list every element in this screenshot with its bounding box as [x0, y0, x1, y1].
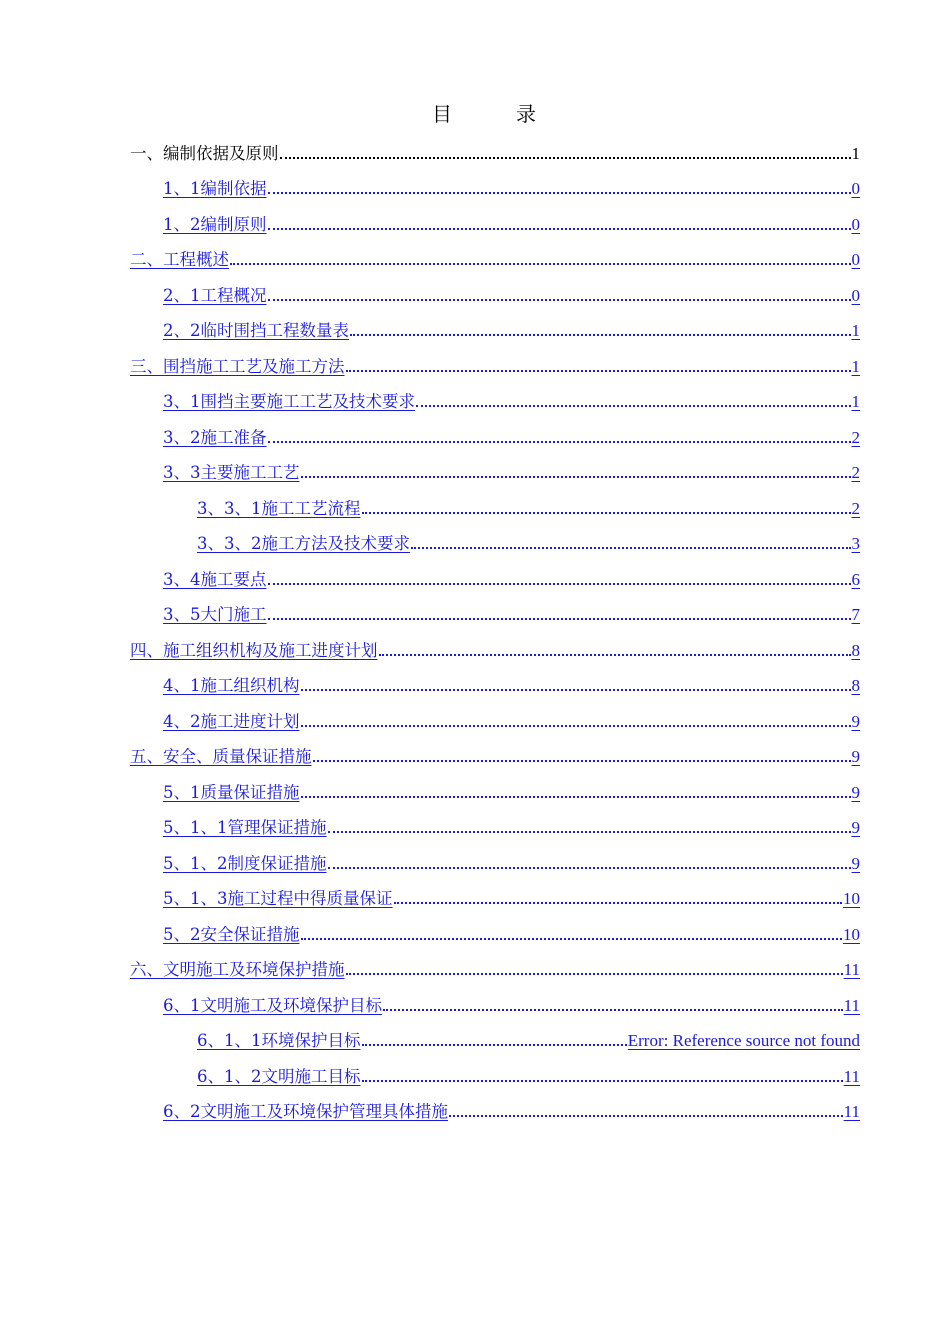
- toc-dot-leader: [350, 334, 851, 336]
- toc-dot-leader: [328, 867, 851, 869]
- toc-entry[interactable]: [130, 489, 860, 525]
- toc-entry[interactable]: [130, 915, 860, 951]
- toc-entry-label: 五、安全、质量保证措施: [130, 747, 312, 766]
- toc-dot-leader: [268, 228, 851, 230]
- toc-entry-label: 一、编制依据及原则: [130, 143, 279, 163]
- toc-entry-label: 1、2编制原则: [163, 214, 267, 234]
- toc-dot-leader: [346, 973, 843, 975]
- toc-entry-page-number: 1: [851, 356, 860, 376]
- toc-entry-page-number: 11: [843, 1066, 860, 1086]
- toc-entry-label: 6、1文明施工及环境保护目标: [163, 995, 382, 1015]
- toc-dot-leader: [301, 476, 851, 478]
- toc-entry-page-number: 0: [851, 250, 860, 269]
- toc-dot-leader: [268, 618, 851, 620]
- toc-entry-page-number: 11: [843, 1102, 860, 1121]
- toc-entry[interactable]: [130, 241, 860, 277]
- toc-entry-label: 5、1质量保证措施: [163, 782, 300, 802]
- toc-entry[interactable]: [130, 383, 860, 419]
- toc-entry-label: 1、1编制依据: [163, 179, 267, 198]
- toc-entry-page-number: 9: [851, 782, 860, 802]
- toc-dot-leader: [268, 583, 851, 585]
- toc-entry-page-number: 10: [843, 889, 860, 908]
- toc-entry-page-number: 2: [851, 498, 860, 518]
- toc-entry[interactable]: [130, 951, 860, 987]
- toc-entry-page-number: 7: [851, 605, 860, 624]
- toc-entry[interactable]: [130, 347, 860, 383]
- toc-entry-label: 6、1、1环境保护目标: [197, 1031, 361, 1050]
- toc-entry[interactable]: [130, 809, 860, 845]
- toc-entry-label: 6、1、2文明施工目标: [197, 1066, 361, 1086]
- toc-entry[interactable]: [130, 631, 860, 667]
- toc-dot-leader: [383, 1009, 843, 1011]
- toc-dot-leader: [313, 760, 851, 762]
- toc-entry-page-number: 0: [851, 179, 860, 198]
- toc-dot-leader: [362, 512, 851, 514]
- toc-entry-page-number: 9: [851, 711, 860, 731]
- toc-entry[interactable]: [130, 560, 860, 596]
- toc-entry[interactable]: [130, 667, 860, 703]
- toc-entry[interactable]: [130, 205, 860, 241]
- toc-entry-label: 3、2施工准备: [163, 427, 267, 447]
- toc-entry-page-number: 11: [843, 995, 860, 1015]
- toc-entry[interactable]: [130, 1093, 860, 1129]
- toc-entry-page-number: 3: [851, 534, 860, 553]
- toc-entry-page-number: 2: [851, 427, 860, 447]
- toc-entry-page-number: 6: [851, 569, 860, 589]
- toc-entry[interactable]: [130, 844, 860, 880]
- toc-entry-page-number: 1: [851, 321, 860, 340]
- toc-dot-leader: [449, 1115, 843, 1117]
- toc-dot-leader: [301, 725, 851, 727]
- toc-entry-label: 三、围挡施工工艺及施工方法: [130, 356, 345, 376]
- toc-dot-leader: [379, 654, 851, 656]
- toc-entry[interactable]: [130, 312, 860, 348]
- toc-entry-label: 2、2临时围挡工程数量表: [163, 321, 349, 340]
- toc-entry-label: 5、1、1管理保证措施: [163, 818, 327, 837]
- toc-entry-label: 二、工程概述: [130, 250, 229, 269]
- toc-dot-leader: [328, 831, 851, 833]
- toc-dot-leader: [268, 441, 851, 443]
- toc-entry[interactable]: [130, 454, 860, 490]
- toc-dot-leader: [394, 902, 843, 904]
- toc-dot-leader: [268, 192, 851, 194]
- toc-entry-label: 3、3、1施工工艺流程: [197, 498, 361, 518]
- toc-entry-label: 2、1工程概况: [163, 285, 267, 305]
- toc-entry[interactable]: [130, 738, 860, 774]
- toc-entry-label: 3、4施工要点: [163, 569, 267, 589]
- toc-entry[interactable]: [130, 986, 860, 1022]
- toc-entry-page-number: 8: [851, 676, 860, 695]
- toc-entry[interactable]: [130, 880, 860, 916]
- toc-entry[interactable]: [130, 596, 860, 632]
- toc-entry-label: 5、1、3施工过程中得质量保证: [163, 889, 393, 908]
- toc-title: 目 录: [432, 102, 558, 126]
- toc-entry-page-number: 9: [851, 853, 860, 873]
- toc-entry[interactable]: [130, 418, 860, 454]
- toc-entry: [130, 134, 860, 170]
- toc-entry-label: 5、1、2制度保证措施: [163, 853, 327, 873]
- toc-dot-leader: [301, 938, 843, 940]
- toc-entry-label: 6、2文明施工及环境保护管理具体措施: [163, 1102, 448, 1121]
- toc-entry-page-number: 0: [851, 214, 860, 234]
- toc-dot-leader: [346, 370, 851, 372]
- toc-entry-label: 3、3、2施工方法及技术要求: [197, 534, 410, 553]
- toc-entry-page-number: 10: [843, 924, 860, 944]
- toc-entry-page-number: 1: [851, 392, 860, 411]
- toc-entry-label: 四、施工组织机构及施工进度计划: [130, 640, 378, 660]
- toc-entry-page-number: Error: Reference source not found: [627, 1031, 860, 1050]
- toc-entry[interactable]: [130, 1057, 860, 1093]
- toc-entry-label: 3、5大门施工: [163, 605, 267, 624]
- toc-entry-page-number: 8: [851, 640, 860, 660]
- toc-dot-leader: [416, 405, 851, 407]
- toc-entry-page-number: 1: [851, 143, 860, 163]
- toc-dot-leader: [301, 796, 851, 798]
- toc-entry-label: 六、文明施工及环境保护措施: [130, 960, 345, 979]
- toc-entry[interactable]: [130, 276, 860, 312]
- toc-entry-page-number: 9: [851, 818, 860, 837]
- toc-dot-leader: [268, 299, 851, 301]
- table-of-contents: [130, 134, 860, 1128]
- toc-entry-page-number: 2: [851, 463, 860, 482]
- toc-entry-label: 4、2施工进度计划: [163, 711, 300, 731]
- toc-dot-leader: [362, 1080, 843, 1082]
- toc-entry[interactable]: [130, 773, 860, 809]
- toc-entry[interactable]: [130, 170, 860, 206]
- toc-dot-leader: [411, 547, 851, 549]
- toc-dot-leader: [362, 1044, 627, 1046]
- toc-entry[interactable]: [130, 1022, 860, 1058]
- toc-entry[interactable]: [130, 525, 860, 561]
- toc-entry[interactable]: [130, 702, 860, 738]
- toc-entry-page-number: 9: [851, 747, 860, 766]
- toc-dot-leader: [280, 157, 851, 159]
- toc-dot-leader: [230, 263, 851, 265]
- toc-entry-page-number: 0: [851, 285, 860, 305]
- toc-entry-label: 3、3主要施工工艺: [163, 463, 300, 482]
- toc-entry-label: 4、1施工组织机构: [163, 676, 300, 695]
- toc-entry-label: 3、1围挡主要施工工艺及技术要求: [163, 392, 415, 411]
- toc-entry-page-number: 11: [843, 960, 860, 979]
- toc-dot-leader: [301, 689, 851, 691]
- toc-entry-label: 5、2安全保证措施: [163, 924, 300, 944]
